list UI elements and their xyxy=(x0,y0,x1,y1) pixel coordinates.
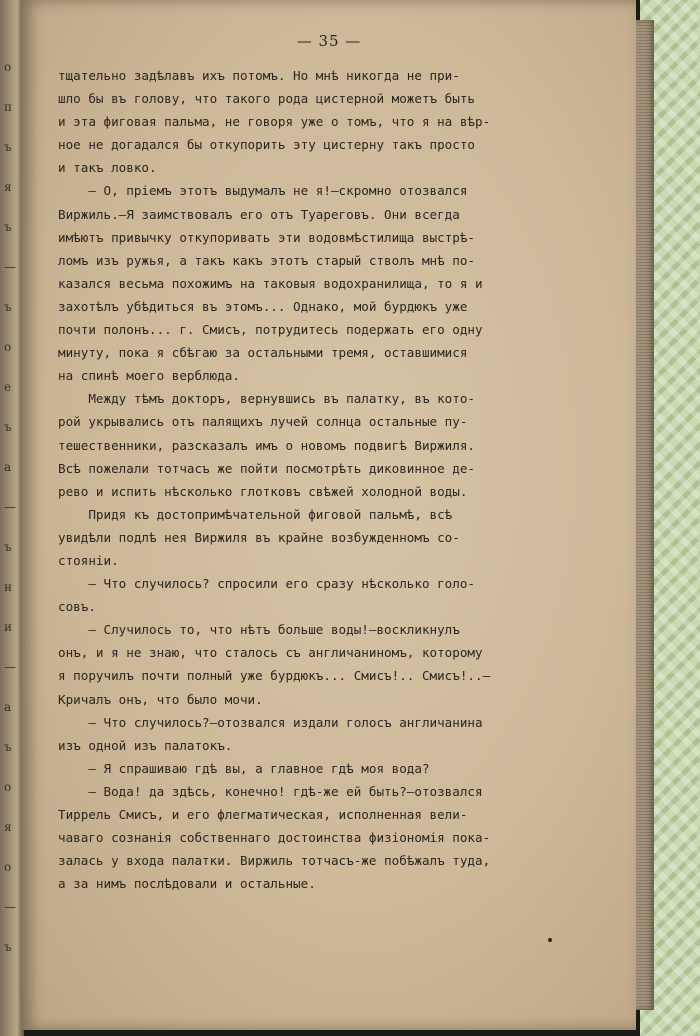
text-line: рой укрывались отъ палящихъ лучей солнца остальные пу- xyxy=(58,414,468,430)
text-line: захотѣлъ убѣдиться въ этомъ... Однако, мой бурдюкъ уже xyxy=(58,298,468,314)
text-line: казался весьма похожимъ на таковыя водохранилища, то я и xyxy=(58,275,483,291)
page-number: — 35 — xyxy=(296,32,362,50)
facing-page-fragment: — xyxy=(4,900,16,914)
text-line: ломъ изъ ружья, а такъ какъ этотъ старый стволъ мнѣ по- xyxy=(58,252,476,268)
facing-page-fragment: е xyxy=(4,380,12,394)
book-page xyxy=(22,0,636,1030)
text-line: — О, пріемъ этотъ выдумалъ не я!—скромно отозвался xyxy=(58,183,468,199)
text-line: стояніи. xyxy=(58,552,119,568)
facing-page-fragment: а xyxy=(4,700,12,714)
text-line: изъ одной изъ палатокъ. xyxy=(58,737,233,753)
text-line: ное не догадался бы откупорить эту цистерну такъ просто xyxy=(58,137,476,153)
facing-page-fragment: ъ xyxy=(4,740,12,754)
facing-page-fragment: о xyxy=(4,340,12,354)
text-line: тешественники, разсказалъ имъ о новомъ подвигѣ Виржиля. xyxy=(58,437,476,453)
text-line: — Что случилось? спросили его сразу нѣсколько голо- xyxy=(58,576,476,592)
text-line: рево и испить нѣсколько глотковъ свѣжей холодной воды. xyxy=(58,483,468,499)
facing-page-edge xyxy=(0,0,24,1036)
facing-page-fragment: ъ xyxy=(4,220,12,234)
facing-page-fragment: а xyxy=(4,460,12,474)
text-line: на спинѣ моего верблюда. xyxy=(58,368,240,384)
facing-page-fragment: о xyxy=(4,860,12,874)
facing-page-fragment: п xyxy=(4,100,12,114)
text-line: шло бы въ голову, что такого рода цистерной можетъ быть xyxy=(58,91,476,107)
text-line: Кричалъ онъ, что было мочи. xyxy=(58,691,263,707)
facing-page-fragment: ъ xyxy=(4,140,12,154)
text-line: Между тѣмъ докторъ, вернувшись въ палатку, въ кото- xyxy=(58,391,476,407)
text-line: и эта фиговая пальма, не говоря уже о томъ, что я на вѣр- xyxy=(58,114,491,130)
text-line: онъ, и я не знаю, что сталось съ англичаниномъ, которому xyxy=(58,645,483,661)
text-line: совъ. xyxy=(58,599,96,615)
text-line: залась у входа палатки. Виржиль тотчасъ-же побѣжалъ туда, xyxy=(58,853,491,869)
text-line: а за нимъ послѣдовали и остальные. xyxy=(58,876,316,892)
facing-page-fragment: о xyxy=(4,60,12,74)
text-line: Всѣ пожелали тотчасъ же пойти посмотрѣть диковинное де- xyxy=(58,460,476,476)
text-line: почти полонъ... г. Смисъ, потрудитесь подержать его одну xyxy=(58,322,483,338)
facing-page-fragment: ъ xyxy=(4,300,12,314)
text-line: — Вода! да здѣсь, конечно! гдѣ-же ей быть?—отозвался xyxy=(58,783,483,799)
facing-page-fragment: и xyxy=(4,620,12,634)
text-line: минуту, пока я сбѣгаю за остальными тремя, оставшимися xyxy=(58,345,468,361)
facing-page-fragment: — xyxy=(4,500,16,514)
facing-page-fragment: ъ xyxy=(4,540,12,554)
text-line: тщательно задѣлавъ ихъ потомъ. Но мнѣ никогда не при- xyxy=(58,68,460,83)
facing-page-fragment: н xyxy=(4,580,12,594)
facing-page-fragment: о xyxy=(4,780,12,794)
text-line: Тиррель Смисъ, и его флегматическая, исполненная вели- xyxy=(58,807,468,822)
facing-page-fragment: я xyxy=(4,820,12,834)
text-line: я поручилъ почти полный уже бурдюкъ... Смисъ!.. Смисъ!..— xyxy=(58,668,491,684)
text-line: Придя къ достопримѣчательной фиговой пальмѣ, всѣ xyxy=(58,506,453,522)
facing-page-fragment: ъ xyxy=(4,940,12,954)
text-line: увидѣли подлѣ нея Виржиля въ крайне возбужденномъ со- xyxy=(58,529,460,545)
text-line: — Случилось то, что нѣтъ больше воды!—воскликнулъ xyxy=(58,622,460,638)
ink-dot xyxy=(548,938,552,942)
text-line: — Я спрашиваю гдѣ вы, а главное гдѣ моя вода? xyxy=(58,760,430,776)
facing-page-fragment: — xyxy=(4,260,16,274)
facing-page-fragment: — xyxy=(4,660,16,674)
page-text xyxy=(58,64,608,895)
text-line: Виржиль.—Я заимствовалъ его отъ Туареговъ. Они всегда xyxy=(58,206,460,222)
facing-page-fragment: ъ xyxy=(4,420,12,434)
text-line: чаваго сознанія собственнаго достоинства физіономія пока- xyxy=(58,830,491,846)
text-line: — Что случилось?—отозвался издали голосъ англичанина xyxy=(58,714,483,730)
facing-page-fragment: я xyxy=(4,180,12,194)
text-line: и такъ ловко. xyxy=(58,160,157,176)
text-line: имѣютъ привычку откупоривать эти водовмѣстилища выстрѣ- xyxy=(58,229,476,245)
